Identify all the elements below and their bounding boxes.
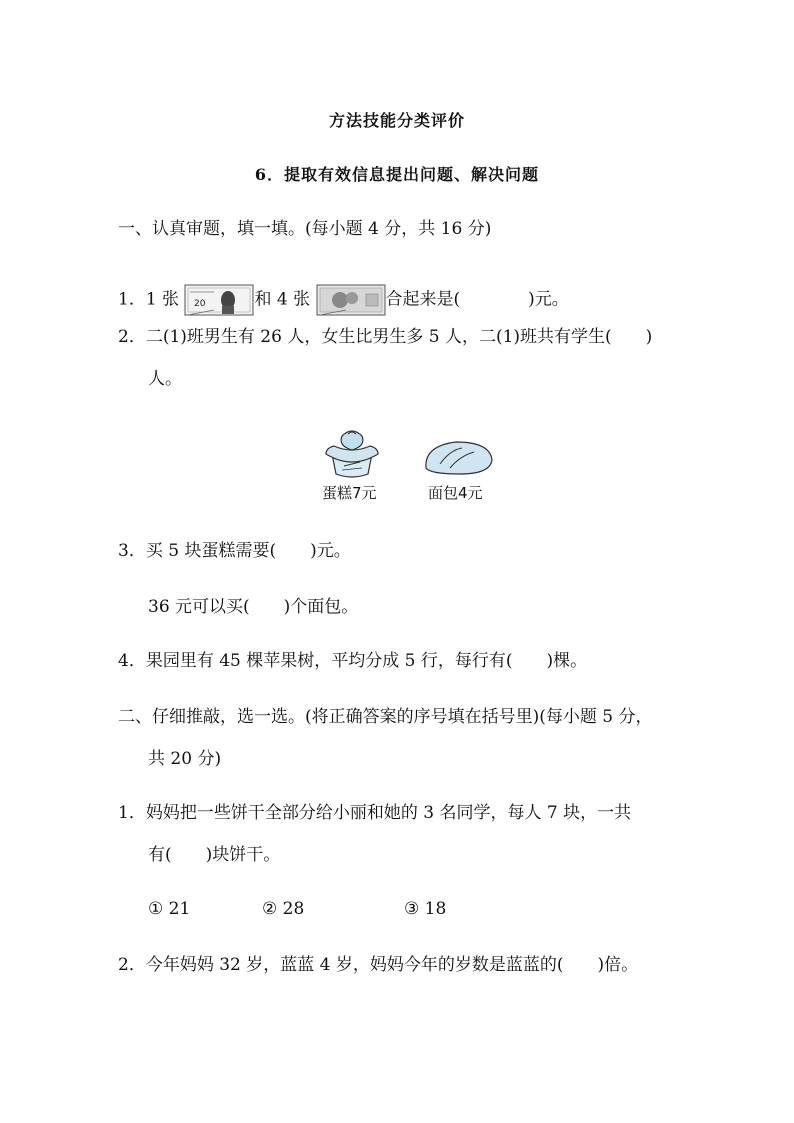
s1-q4-text: 果园里有 45 棵苹果树，平均分成 5 行，每行有( )棵。 [145, 651, 588, 671]
s1-q3-number: 3． [118, 541, 146, 561]
banknote-value: 20 [194, 299, 206, 309]
s2-q2-text: 今年妈妈 32 岁，蓝蓝 4 岁，妈妈今年的岁数是蓝蓝的( )倍。 [145, 955, 639, 975]
s1-q1-blank[interactable] [460, 290, 528, 310]
cake-icon [320, 424, 384, 480]
s2-q1-option-1[interactable]: ① 21 [148, 899, 191, 919]
s2-q1-line1: 妈妈把一些饼干全部分给小丽和她的 3 名同学，每人 7 块，一共 [145, 803, 632, 823]
s1-q2-line2: 人。 [148, 369, 182, 389]
section2-heading-line2: 共 20 分) [148, 749, 222, 769]
s1-q1-number: 1． [118, 289, 146, 310]
s1-q2-number: 2． [118, 327, 146, 347]
banknote-5-icon [316, 282, 386, 318]
bread-icon [420, 438, 496, 478]
s1-q1 [118, 282, 569, 318]
banknote-20-icon [184, 282, 254, 318]
s2-q1 [118, 802, 631, 824]
s1-q3 [118, 540, 351, 562]
item-label-bread: 面包4元 [428, 484, 483, 502]
s2-q2 [118, 954, 638, 976]
s1-q4 [118, 650, 587, 672]
s2-q2-number: 2． [118, 955, 146, 975]
s1-q1-pre: 1 张 [145, 289, 180, 310]
s1-q3-line2: 36 元可以买( )个面包。 [148, 597, 359, 617]
s2-q1-number: 1． [118, 803, 146, 823]
s2-q1-line2: 有( )块饼干。 [148, 845, 281, 865]
section1-heading: 一、认真审题，填一填。(每小题 4 分，共 16 分) [118, 219, 492, 239]
s1-q4-number: 4． [118, 651, 146, 671]
s1-q2 [118, 326, 652, 348]
page-title: 方法技能分类评价 [328, 111, 465, 130]
s1-q2-line1: 二(1)班男生有 26 人，女生比男生多 5 人，二(1)班共有学生( ) [145, 327, 653, 347]
s1-q3-line1: 买 5 块蛋糕需要( )元。 [145, 541, 351, 561]
s1-q1-end: )元。 [528, 289, 569, 310]
item-label-cake: 蛋糕7元 [322, 484, 377, 502]
s2-q1-option-3[interactable]: ③ 18 [404, 899, 447, 919]
page-subtitle: 6．提取有效信息提出问题、解决问题 [254, 165, 540, 184]
s1-q1-mid: 和 4 张 [254, 289, 311, 310]
section2-heading-line1: 二、仔细推敲，选一选。(将正确答案的序号填在括号里)(每小题 5 分， [118, 707, 653, 727]
s2-q1-option-2[interactable]: ② 28 [262, 899, 305, 919]
s1-q1-post: 合起来是( [385, 289, 461, 310]
